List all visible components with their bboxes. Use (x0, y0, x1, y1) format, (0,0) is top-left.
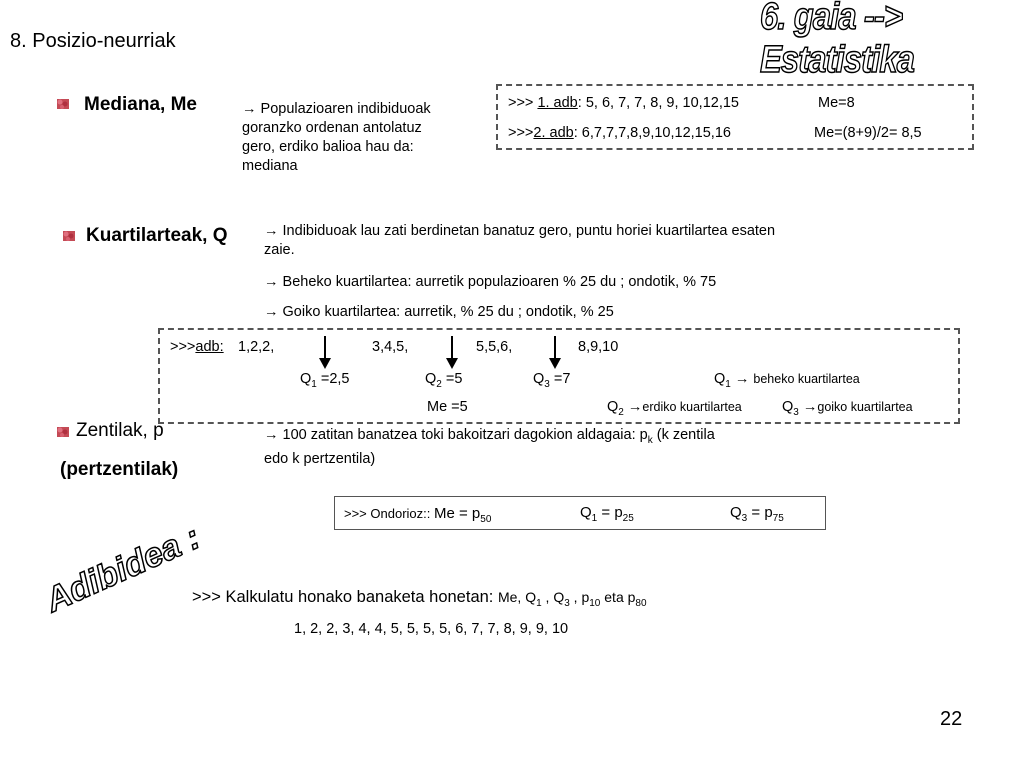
flower-bullet-icon (56, 424, 70, 438)
example-stamp: Adibidea : (40, 518, 206, 620)
q3-description: $Q_3$ →goiko kuartilartea (782, 399, 913, 418)
arrow-right-icon: → (264, 274, 283, 290)
kuartil-group-3: 5,5,6, (476, 339, 513, 355)
arrow-down-icon (548, 336, 562, 370)
chapter-banner: 6. gaia --> Estatistika (760, 0, 915, 81)
q1-value: $Q_1 =2,5$ (300, 371, 350, 390)
kuartil-group-4: 8,9,10 (578, 339, 619, 355)
arrow-right-icon: → (242, 101, 261, 117)
kuartil-example-label: >>>adb: (170, 339, 224, 355)
q1-description: $Q_1$ → beheko kuartilartea (714, 371, 860, 390)
section-title: 8. Posizio-neurriak (10, 30, 176, 52)
zentil-heading: Zentilak, p (76, 420, 164, 441)
arrow-down-icon (445, 336, 459, 370)
example-data: 1, 2, 2, 3, 4, 4, 5, 5, 5, 5, 6, 7, 7, 8, 9, 9, 10 (294, 621, 569, 637)
zentil-subheading: (pertzentilak) (60, 459, 179, 480)
arrow-right-icon: → (802, 399, 818, 415)
q2-value: $Q_2 =5$ (425, 371, 463, 390)
zentil-def: → 100 zatitan banatzea toki bakoitzari dagokion aldagaia: $p_k$ (k zentila edo k pertzentila) (264, 427, 715, 467)
arrow-down-icon (318, 336, 332, 370)
conclusion-q1: $Q_1 = p_{25}$ (580, 504, 634, 524)
mediana-example-1-result: Me=8 (818, 95, 855, 111)
me-value: Me =5 (427, 399, 468, 415)
q2-description: $Q_2$ →erdiko kuartilartea (607, 399, 742, 418)
kuartil-beheko: → Beheko kuartilartea: aurretik populazioaren % 25 du ; ondotik, % 75 (264, 274, 717, 290)
kuartil-group-2: 3,4,5, (372, 339, 409, 355)
arrow-right-icon: → (264, 223, 283, 239)
kuartil-group-1: 1,2,2, (238, 339, 275, 355)
arrow-right-icon: → (264, 427, 283, 443)
mediana-example-2: >>>2. adb: 6,7,7,7,8,9,10,12,15,16 (508, 125, 731, 141)
mediana-example-2-result: Me=(8+9)/2= 8,5 (814, 125, 922, 141)
arrow-right-icon: → (627, 399, 643, 415)
kuartil-def: → Indibiduoak lau zati berdinetan banatuz gero, puntu horiei kuartilartea esaten zaie. (264, 223, 776, 258)
arrow-right-icon: → (734, 371, 754, 387)
flower-bullet-icon (62, 228, 76, 242)
arrow-right-icon: → (264, 304, 283, 320)
flower-bullet-icon (56, 96, 70, 110)
conclusion-q3: $Q_3 = p_{75}$ (730, 504, 784, 524)
mediana-desc: → Populazioaren indibiduoak goranzko ordenan antolatuz gero, erdiko balioa hau da: mediana (242, 101, 431, 174)
page-number: 22 (940, 708, 963, 730)
mediana-heading: Mediana, Me (84, 94, 197, 115)
conclusion-text: >>> Ondorioz:: $Me = p_{50}$ (344, 505, 492, 525)
example-task: >>> Kalkulatu honako banaketa honetan: Me, $Q_1$ , $Q_3$ , $p_{10}$ eta $p_{80}$ (192, 588, 647, 609)
q3-value: $Q_3 =7$ (533, 371, 571, 390)
mediana-example-1: >>> 1. adb: 5, 6, 7, 7, 8, 9, 10,12,15 (508, 95, 739, 111)
kuartil-heading: Kuartilarteak, Q (86, 225, 228, 246)
kuartil-goiko: → Goiko kuartilartea: aurretik, % 25 du ; ondotik, % 25 (264, 304, 614, 320)
